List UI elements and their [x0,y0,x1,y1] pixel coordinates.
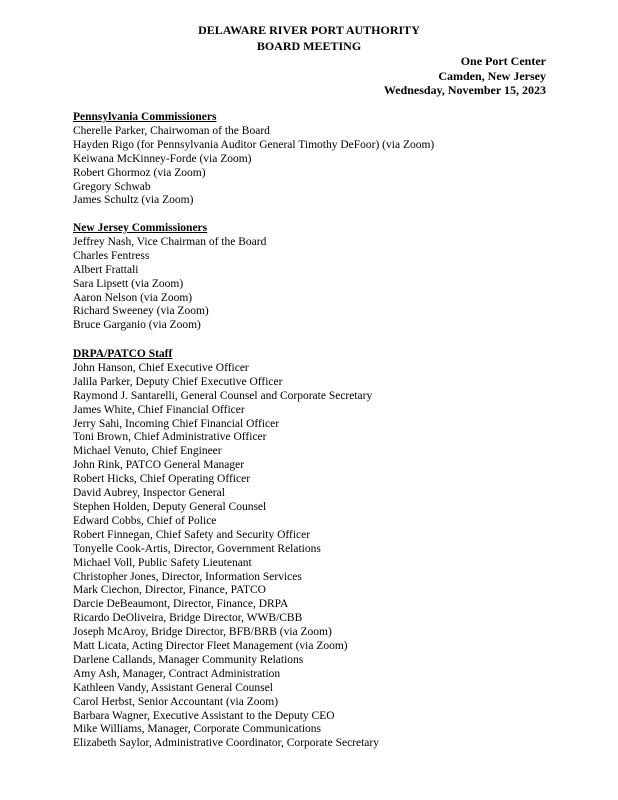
meeting-title: BOARD MEETING [256,39,362,53]
new-jersey-commissioners-section [73,222,266,333]
attendee-name: Darcie DeBeaumont, Director, Finance, DRPA [73,598,289,611]
attendee-list [73,125,434,208]
attendee-name: Robert Finnegan, Chief Safety and Security Officer [73,528,311,541]
attendee-name: Ricardo DeOliveira, Bridge Director, WWB/CBB [73,612,303,625]
attendee-name: Albert Frattali [73,263,139,276]
attendee-name: Tonyelle Cook-Artis, Director, Government Relations [73,542,321,555]
attendee-name: Stephen Holden, Deputy General Counsel [73,500,267,513]
attendee-name: Amy Ash, Manager, Contract Administration [73,667,281,680]
attendee-name: Mark Ciechon, Director, Finance, PATCO [73,584,266,597]
attendee-name: Barbara Wagner, Executive Assistant to the Deputy CEO [73,709,335,722]
attendee-name: Robert Ghormoz (via Zoom) [73,166,206,179]
attendee-name: Christopher Jones, Director, Information Services [73,570,302,583]
attendee-name: Bruce Garganio (via Zoom) [73,319,201,332]
attendee-name: Michael Voll, Public Safety Lieutenant [73,556,252,569]
attendee-name: Joseph McAroy, Bridge Director, BFB/BRB (via Zoom) [73,626,332,639]
attendee-name: Toni Brown, Chief Administrative Officer [73,431,267,444]
attendee-list [73,236,266,333]
attendee-name: Robert Hicks, Chief Operating Officer [73,473,251,486]
attendee-name: Elizabeth Saylor, Administrative Coordinator, Corporate Secretary [73,737,379,750]
attendee-name: Mike Williams, Manager, Corporate Communications [73,723,321,736]
organization-title: DELAWARE RIVER PORT AUTHORITY [198,23,420,37]
attendee-name: Aaron Nelson (via Zoom) [73,291,193,304]
meeting-city: Camden, New Jersey [438,68,546,83]
section-heading: Pennsylvania Commissioners [73,111,217,123]
attendee-name: David Aubrey, Inspector General [73,487,225,500]
attendee-name: Michael Venuto, Chief Engineer [73,445,222,458]
attendee-name: Darlene Callands, Manager Community Relations [73,653,304,666]
attendee-name: Gregory Schwab [73,180,151,193]
attendee-name: Edward Cobbs, Chief of Police [73,514,217,527]
attendee-name: Matt Licata, Acting Director Fleet Management (via Zoom) [73,640,348,653]
attendee-list [73,362,379,751]
attendee-name: Cherelle Parker, Chairwoman of the Board [73,124,270,137]
attendee-name: Charles Fentress [73,249,150,262]
attendee-name: James White, Chief Financial Officer [73,403,245,416]
attendee-name: Jalila Parker, Deputy Chief Executive Officer [73,375,283,388]
section-heading: DRPA/PATCO Staff [73,348,173,360]
attendee-name: Raymond J. Santarelli, General Counsel and Corporate Secretary [73,389,373,402]
attendee-name: Sara Lipsett (via Zoom) [73,277,184,290]
attendee-name: Richard Sweeney (via Zoom) [73,305,209,318]
location-block [384,54,546,98]
drpa-patco-staff-section [73,348,379,751]
attendee-name: Hayden Rigo (for Pennsylvania Auditor General Timothy DeFoor) (via Zoom) [73,138,435,151]
attendee-name: Kathleen Vandy, Assistant General Counsel [73,681,273,694]
attendee-name: Jerry Sahi, Incoming Chief Financial Officer [73,417,280,430]
attendee-name: Keiwana McKinney-Forde (via Zoom) [73,152,252,165]
attendee-name: James Schultz (via Zoom) [73,194,194,207]
section-heading: New Jersey Commissioners [73,222,208,234]
attendee-name: John Hanson, Chief Executive Officer [73,361,249,374]
attendee-name: Carol Herbst, Senior Accountant (via Zoom) [73,695,279,708]
attendee-name: Jeffrey Nash, Vice Chairman of the Board [73,235,267,248]
meeting-date: Wednesday, November 15, 2023 [383,83,546,97]
meeting-location: One Port Center [460,54,546,68]
attendee-name: John Rink, PATCO General Manager [73,459,245,472]
title-block [0,22,618,54]
pennsylvania-commissioners-section [73,111,434,208]
